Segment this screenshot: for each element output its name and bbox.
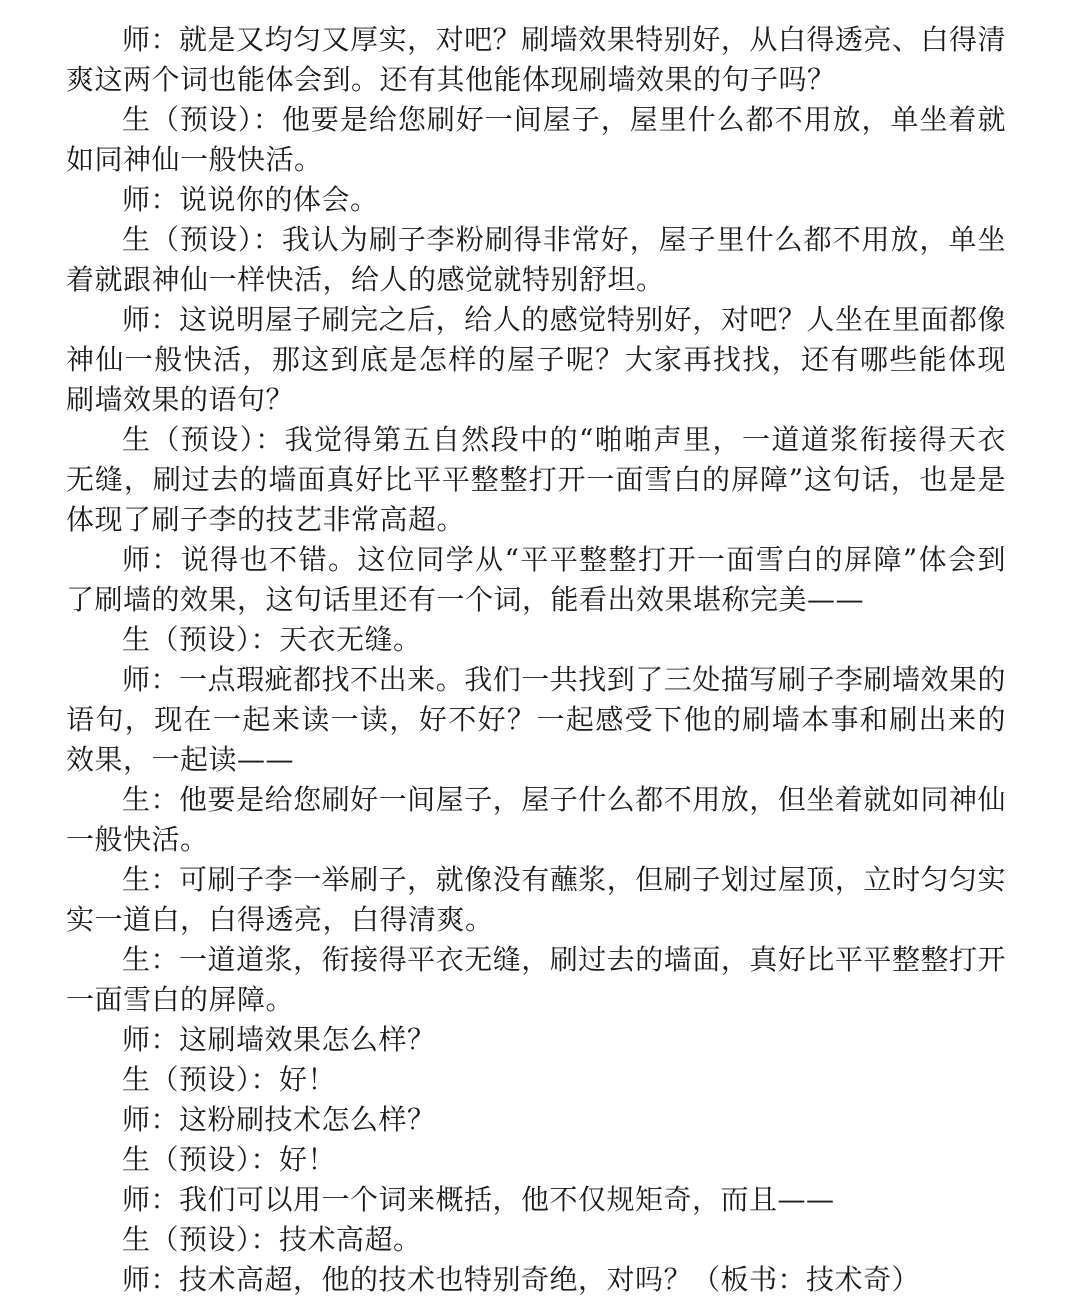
paragraph: 生（预设）：好！ [122, 1143, 337, 1176]
paragraph: 师：这粉刷技术怎么样？ [122, 1103, 436, 1136]
paragraph: 生：可刷子李一举刷子，就像没有蘸浆，但刷子划过屋顶，立时匀匀实实一道白，白得透亮，白得清爽。 [66, 863, 1006, 936]
paragraph: 师：就是又均匀又厚实，对吧？刷墙效果特别好，从白得透亮、白得清爽这两个词也能体会到。还有其他能体现刷墙效果的句子吗？ [66, 23, 1006, 96]
paragraph: 生（预设）：我认为刷子李粉刷得非常好，屋子里什么都不用放，单坐着就跟神仙一样快活，给人的感觉就特别舒坦。 [66, 223, 1006, 296]
paragraph: 师：这刷墙效果怎么样？ [122, 1023, 436, 1056]
paragraph: 生：一道道浆，衔接得平衣无缝，刷过去的墙面，真好比平平整整打开一面雪白的屏障。 [66, 943, 1006, 1016]
paragraph: 生（预设）：天衣无缝。 [122, 623, 422, 656]
paragraph: 师：我们可以用一个词来概括，他不仅规矩奇，而且—— [122, 1183, 835, 1216]
paragraph: 生（预设）：我觉得第五自然段中的“啪啪声里，一道道浆衔接得天衣无缝，刷过去的墙面真好比平平整整打开一面雪白的屏障”这句话，也是是体现了刷子李的技艺非常高超。 [66, 423, 1006, 536]
paragraph: 生（预设）：他要是给您刷好一间屋子，屋里什么都不用放，单坐着就如同神仙一般快活。 [66, 103, 1006, 176]
paragraph: 师：说得也不错。这位同学从“平平整整打开一面雪白的屏障”体会到了刷墙的效果，这句话里还有一个词，能看出效果堪称完美—— [66, 543, 1006, 616]
paragraph: 生（预设）：技术高超。 [122, 1223, 422, 1256]
paragraph: 师：这说明屋子刷完之后，给人的感觉特别好，对吧？人坐在里面都像神仙一般快活，那这到底是怎样的屋子呢？大家再找找，还有哪些能体现刷墙效果的语句？ [66, 303, 1006, 416]
paragraph: 师：一点瑕疵都找不出来。我们一共找到了三处描写刷子李刷墙效果的语句，现在一起来读一读，好不好？一起感受下他的刷墙本事和刷出来的效果，一起读—— [66, 663, 1006, 776]
paragraph: 师：说说你的体会。 [122, 183, 379, 216]
paragraph: 生：他要是给您刷好一间屋子，屋子什么都不用放，但坐着就如同神仙一般快活。 [66, 783, 1006, 856]
paragraph: 师：技术高超，他的技术也特别奇绝，对吗？（板书：技术奇） [122, 1263, 921, 1296]
document-body [66, 20, 1006, 1300]
paragraph: 生（预设）：好！ [122, 1063, 337, 1096]
